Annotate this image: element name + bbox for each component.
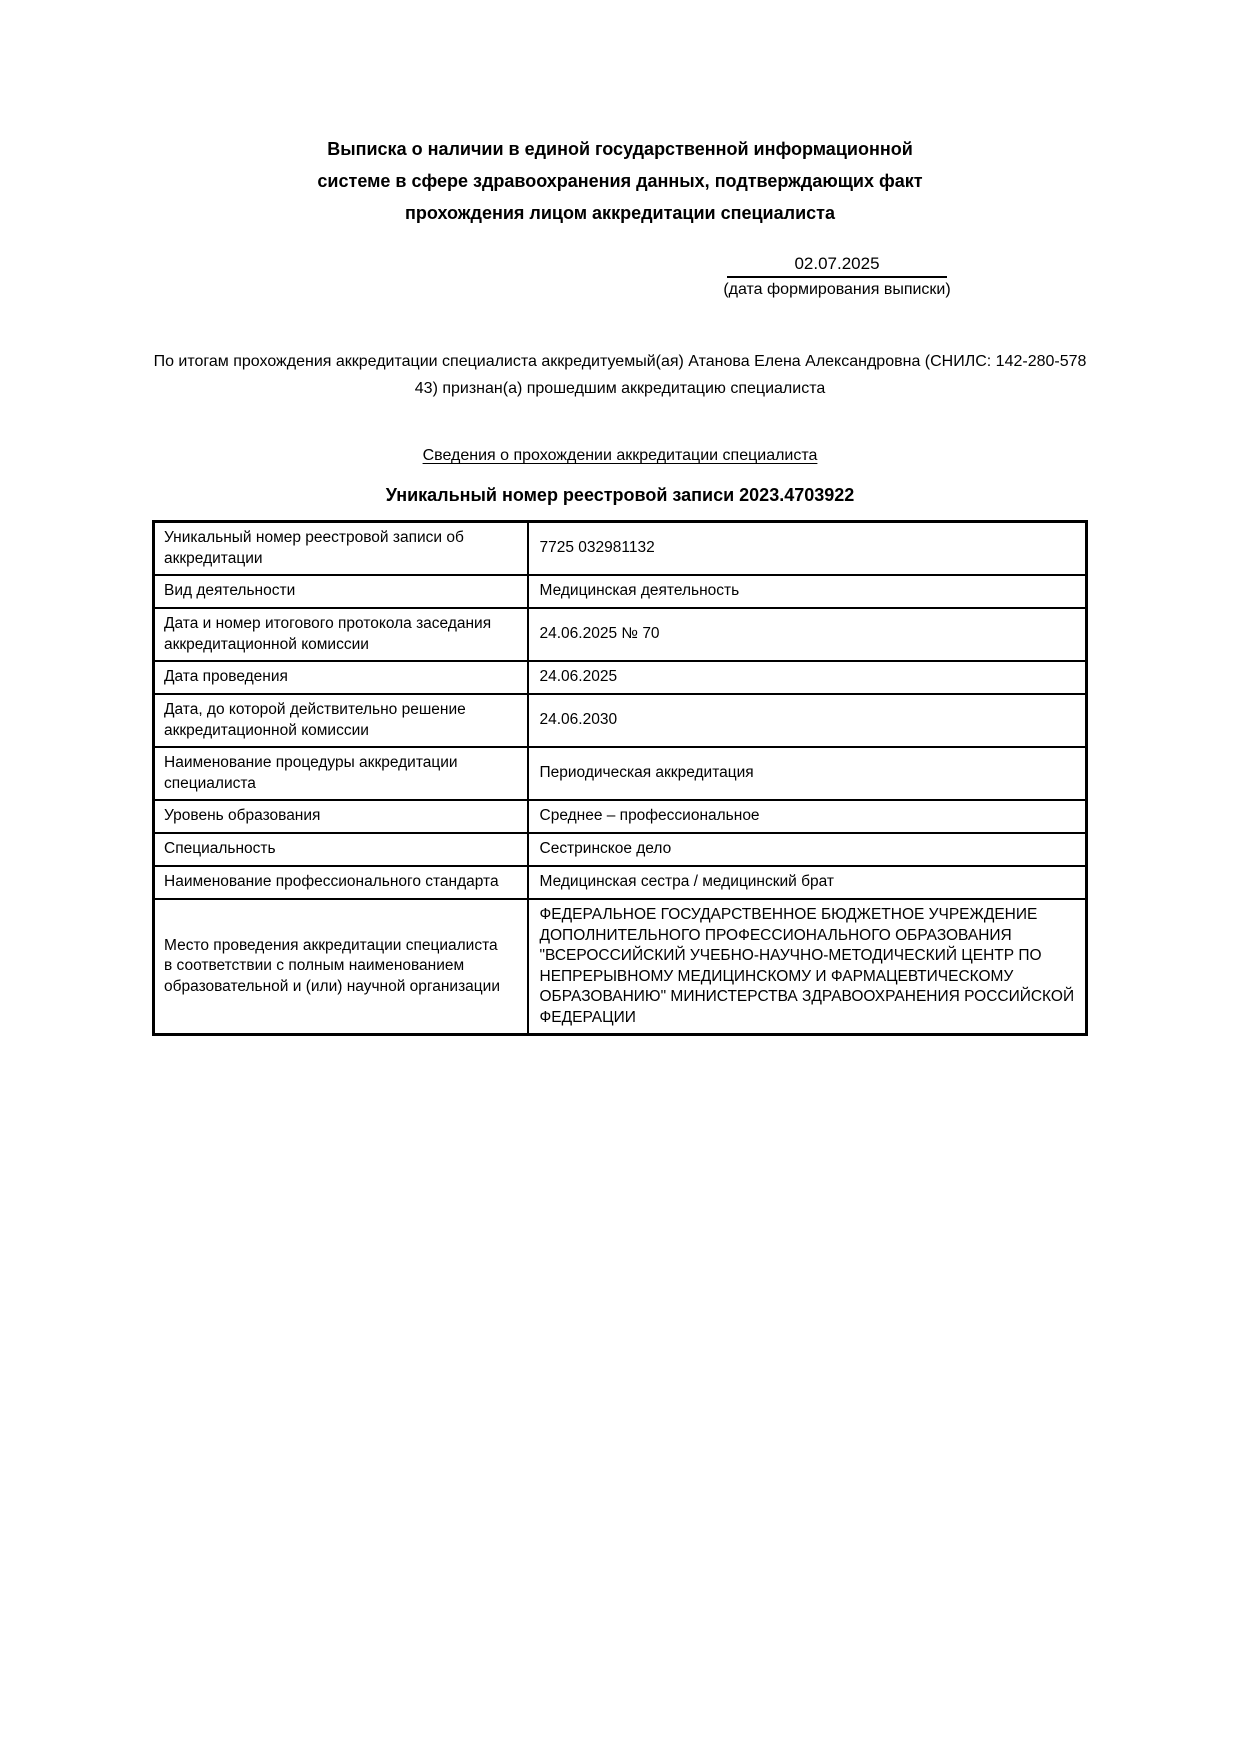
row-label: Уникальный номер реестровой записи об аккредитации	[154, 522, 528, 576]
row-label: Место проведения аккредитации специалиста в соответствии с полным наименованием образовательной и (или) научной организации	[154, 899, 528, 1035]
formation-date-value: 02.07.2025	[727, 253, 947, 278]
table-row	[154, 899, 1087, 1035]
row-value: 24.06.2025 № 70	[528, 608, 1087, 661]
table-row	[154, 522, 1087, 576]
row-label: Специальность	[154, 833, 528, 866]
row-value: Среднее – профессиональное	[528, 800, 1087, 833]
table-row	[154, 575, 1087, 608]
row-label: Наименование процедуры аккредитации специалиста	[154, 747, 528, 800]
row-value: Медицинская деятельность	[528, 575, 1087, 608]
row-label: Наименование профессионального стандарта	[154, 866, 528, 899]
accreditation-table	[152, 520, 1088, 1036]
row-value: ФЕДЕРАЛЬНОЕ ГОСУДАРСТВЕННОЕ БЮДЖЕТНОЕ УЧРЕЖДЕНИЕ ДОПОЛНИТЕЛЬНОГО ПРОФЕССИОНАЛЬНОГО ОБРАЗОВАНИЯ "ВСЕРОССИЙСКИЙ УЧЕБНО-НАУЧНО-МЕТОДИЧЕСКИЙ ЦЕНТР ПО НЕПРЕРЫВНОМУ МЕДИЦИНСКОМУ И ФАРМАЦЕВТИЧЕСКОМУ ОБРАЗОВАНИЮ" МИНИСТЕРСТВА ЗДРАВООХРАНЕНИЯ РОССИЙСКОЙ ФЕДЕРАЦИИ	[528, 899, 1087, 1035]
table-row	[154, 661, 1087, 694]
intro-paragraph: По итогам прохождения аккредитации специалиста аккредитуемый(ая) Атанова Елена Александровна (СНИЛС: 142-280-578 43) признан(а) прошедшим аккредитацию специалиста	[153, 353, 1087, 397]
row-value: 24.06.2030	[528, 694, 1087, 747]
formation-date-block	[716, 253, 958, 300]
row-label: Уровень образования	[154, 800, 528, 833]
row-value: Сестринское дело	[528, 833, 1087, 866]
table-row	[154, 800, 1087, 833]
section-heading: Сведения о прохождении аккредитации специалиста	[422, 447, 818, 464]
table-row	[154, 866, 1087, 899]
row-label: Дата и номер итогового протокола заседания аккредитационной комиссии	[154, 608, 528, 661]
row-value: 7725 032981132	[528, 522, 1087, 576]
row-value: 24.06.2025	[528, 661, 1087, 694]
row-value: Медицинская сестра / медицинский брат	[528, 866, 1087, 899]
row-label: Дата, до которой действительно решение аккредитационной комиссии	[154, 694, 528, 747]
row-label: Дата проведения	[154, 661, 528, 694]
record-number-heading: Уникальный номер реестровой записи 2023.4703922	[385, 485, 855, 505]
document-title: Выписка о наличии в единой государственной информационной системе в сфере здравоохранения данных, подтверждающих факт прохождения лицом аккредитации специалиста	[317, 139, 923, 223]
table-row	[154, 694, 1087, 747]
table-row	[154, 608, 1087, 661]
row-value: Периодическая аккредитация	[528, 747, 1087, 800]
row-label: Вид деятельности	[154, 575, 528, 608]
table-row	[154, 747, 1087, 800]
accreditation-table-body	[154, 522, 1087, 1035]
table-row	[154, 833, 1087, 866]
formation-date-caption: (дата формирования выписки)	[723, 281, 951, 298]
